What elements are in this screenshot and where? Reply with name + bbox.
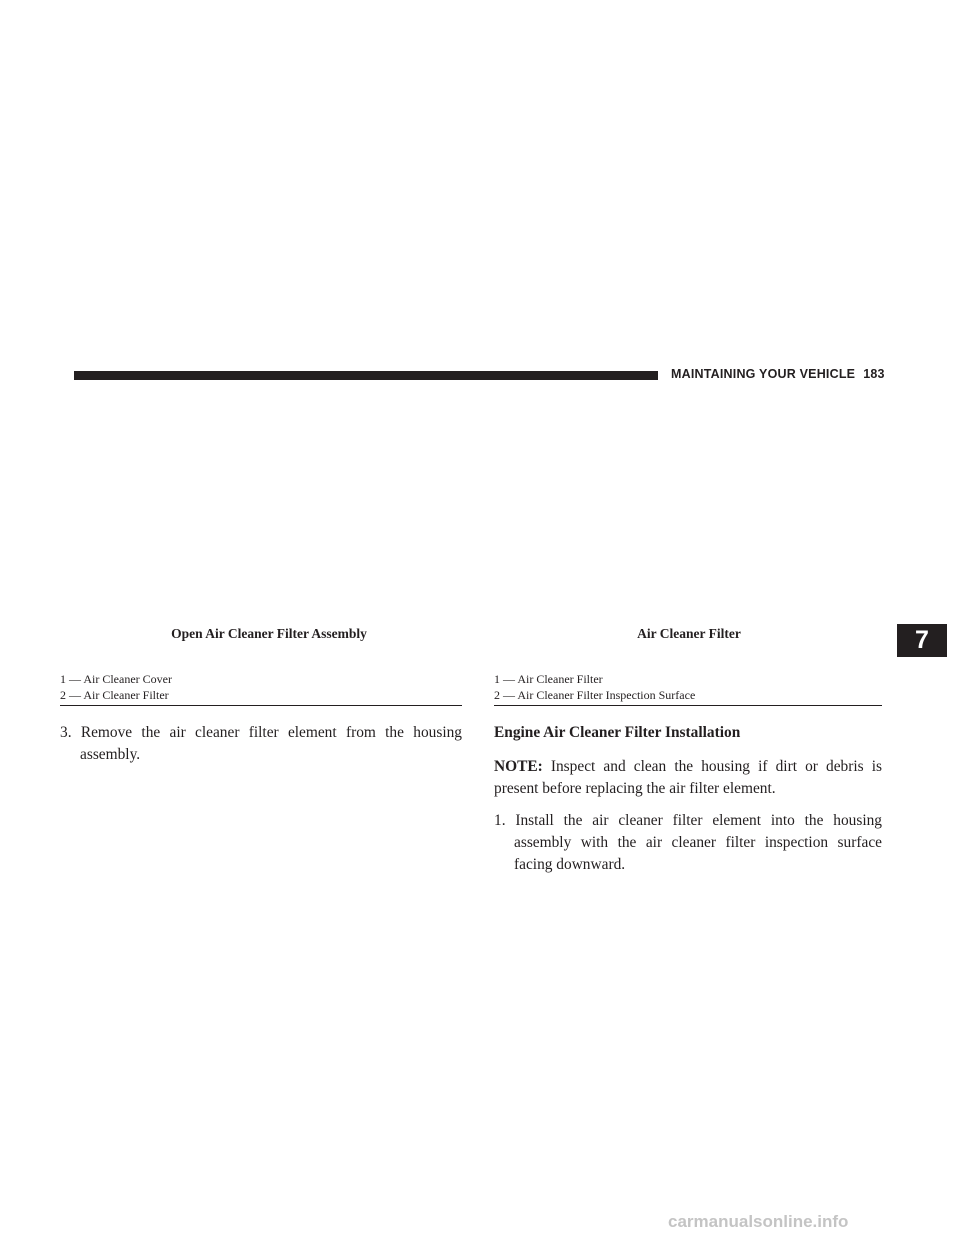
- watermark: carmanualsonline.info: [668, 1212, 849, 1231]
- note-text: Inspect and clean the housing if dirt or debris is present before replacing the air filter element.: [494, 758, 882, 797]
- header-rule: [74, 371, 658, 380]
- installation-heading: Engine Air Cleaner Filter Installation: [494, 724, 741, 741]
- legend-rule: [60, 705, 462, 706]
- legend-item: 2 — Air Cleaner Filter Inspection Surface: [494, 688, 696, 702]
- right-body: [494, 722, 882, 876]
- legend-item: 1 — Air Cleaner Cover: [60, 672, 172, 686]
- running-header: [671, 367, 885, 381]
- left-body: [60, 722, 462, 766]
- figure-caption-right: Air Cleaner Filter: [637, 626, 741, 641]
- figure-open-air-cleaner-assembly: [60, 395, 462, 610]
- figure-caption-left: Open Air Cleaner Filter Assembly: [171, 626, 367, 641]
- legend-item: 1 — Air Cleaner Filter: [494, 672, 603, 686]
- legend-rule: [494, 705, 882, 706]
- figure-air-cleaner-filter: [494, 395, 882, 610]
- step-3-text: 3. Remove the air cleaner filter element from the housing assembly.: [60, 724, 462, 763]
- figure-legend-right: [494, 671, 882, 706]
- note-paragraph: [494, 756, 882, 800]
- section-title: MAINTAINING YOUR VEHICLE: [671, 367, 856, 381]
- figure-legend-left: [60, 671, 462, 706]
- page-number: 183: [863, 367, 885, 381]
- note-label: NOTE:: [494, 758, 543, 775]
- step-1-text: 1. Install the air cleaner filter element into the housing assembly with the air cleaner filter inspection surface facing downward.: [494, 812, 882, 873]
- legend-item: 2 — Air Cleaner Filter: [60, 688, 169, 702]
- chapter-tab: 7: [897, 624, 947, 657]
